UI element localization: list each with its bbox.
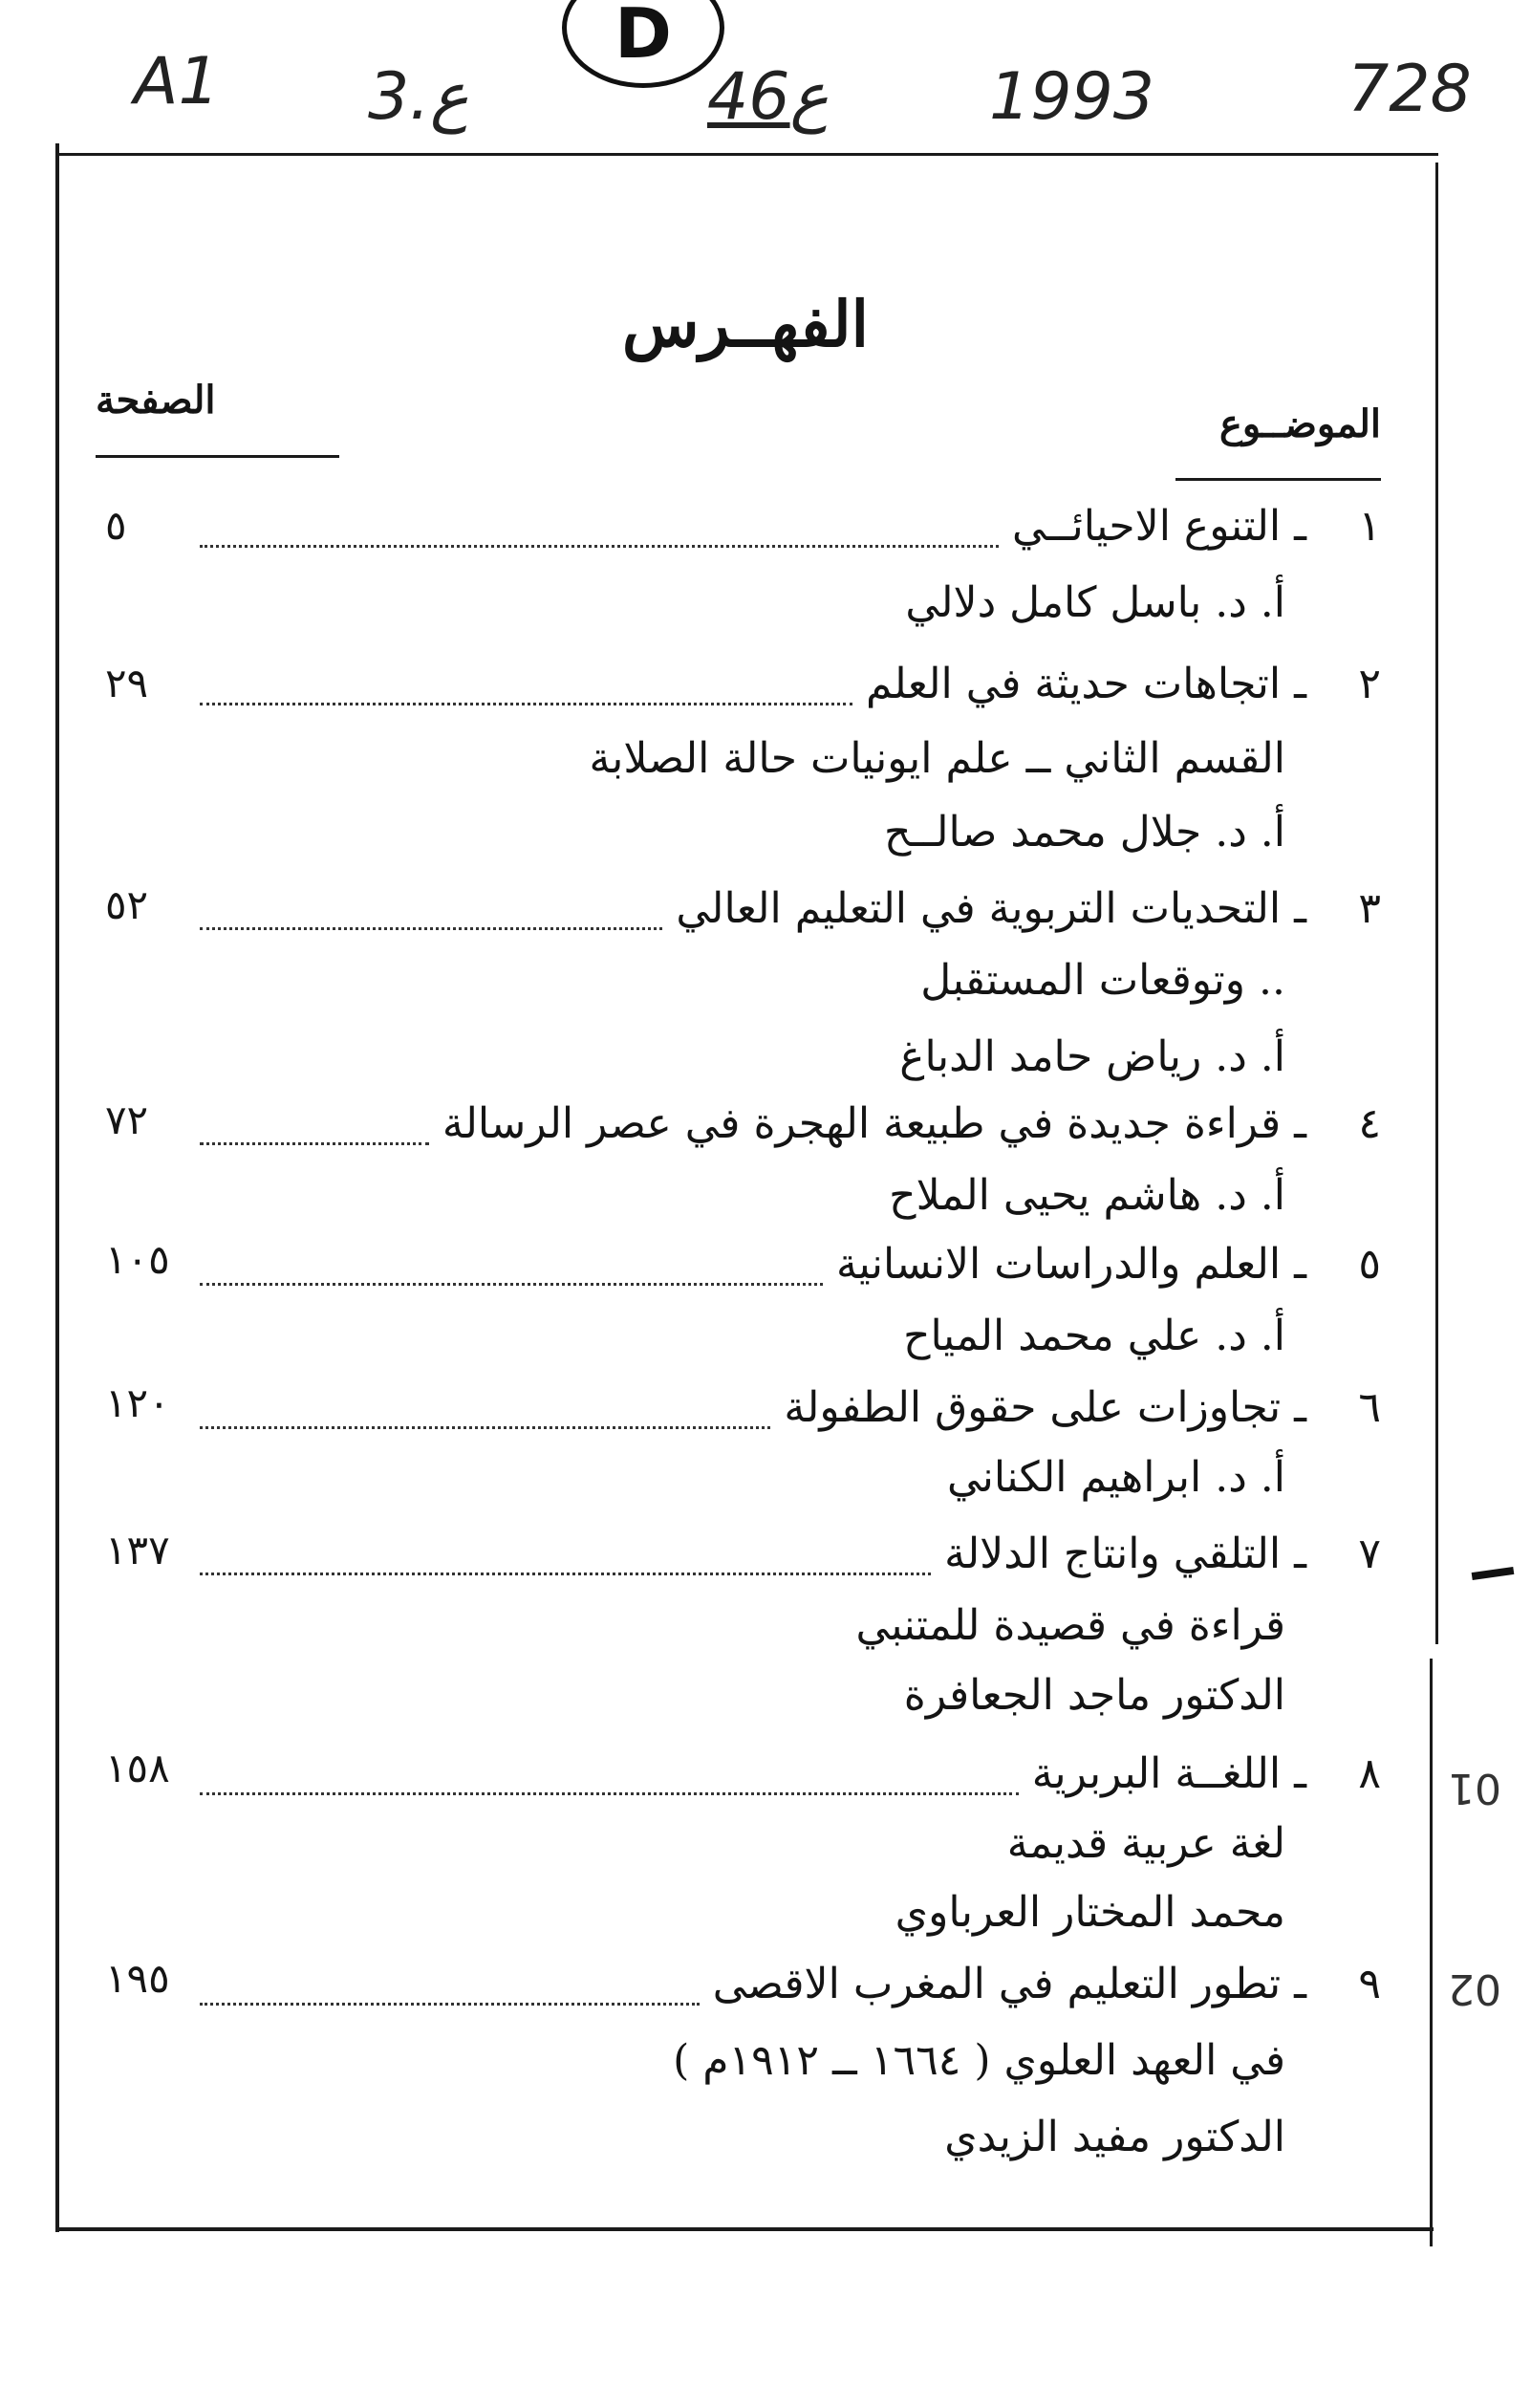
entry-author: أ. د. ابراهيم الكناني: [946, 1453, 1285, 1502]
entry-dash: ـ: [1294, 502, 1306, 551]
toc-entry-4: [186, 1099, 1381, 1161]
entry-number: ٢: [1358, 660, 1381, 708]
frame-left-border: [55, 143, 59, 2232]
entry-title: تطور التعليم في المغرب الاقصى: [712, 1960, 1282, 2008]
handwritten-volume: 3.ع: [368, 59, 469, 135]
dot-leader: [200, 1426, 770, 1429]
dot-leader: [200, 703, 852, 705]
entry-title: تجاوزات على حقوق الطفولة: [784, 1383, 1282, 1432]
toc-entry-8: [186, 1749, 1381, 1811]
entry-subtitle: .. وتوقعات المستقبل: [920, 956, 1285, 1005]
entry-dash: ـ: [1294, 1960, 1306, 2008]
toc-entry-6: [186, 1383, 1381, 1444]
dot-leader: [200, 1142, 429, 1145]
entry-author: الدكتور ماجد الجعافرة: [903, 1671, 1285, 1720]
entry-subtitle: في العهد العلوي ( ١٦٦٤ ــ ١٩١٢م ): [673, 2036, 1285, 2085]
handwritten-year: 1993: [989, 59, 1155, 135]
entry-number: ٩: [1358, 1960, 1381, 2008]
entry-number: ٦: [1358, 1383, 1381, 1432]
stamp-circle-d: [562, 0, 724, 88]
entry-number: ٨: [1358, 1749, 1381, 1798]
entry-author: أ. د. رياض حامد الدباغ: [899, 1032, 1285, 1081]
dot-leader: [200, 1792, 1019, 1795]
entry-author: محمد المختار العرباوي: [895, 1888, 1285, 1937]
entry-subtitle: لغة عربية قديمة: [1006, 1819, 1285, 1868]
entry-author: أ. د. جلال محمد صالــح: [883, 808, 1285, 857]
dot-leader: [200, 1573, 931, 1575]
toc-entry-2: [186, 660, 1381, 721]
stamp-letter: D: [615, 0, 672, 74]
entry-title: قراءة جديدة في طبيعة الهجرة في عصر الرسالة: [442, 1099, 1282, 1148]
column-header-topic: الموضــوع: [1218, 401, 1381, 446]
entry-page-number: ٧٢: [105, 1096, 149, 1143]
entry-number: ٤: [1358, 1099, 1381, 1148]
entry-author: أ. د. علي محمد المياح: [903, 1312, 1285, 1360]
frame-right-border: [1435, 163, 1438, 1644]
margin-dash-mark: [1472, 1567, 1515, 1580]
page-title: الفهــرس: [622, 287, 869, 361]
margin-mark-01: 01: [1448, 1764, 1501, 1812]
toc-entry-3: [186, 884, 1381, 945]
entry-dash: ـ: [1294, 1240, 1306, 1289]
entry-subtitle: القسم الثاني ــ علم ايونيات حالة الصلابة: [589, 734, 1285, 783]
entry-number: ١: [1358, 502, 1381, 551]
entry-page-number: ١٢٠: [105, 1379, 170, 1426]
margin-mark-02: 02: [1448, 1964, 1501, 2013]
frame-right-border-lower: [1430, 1659, 1433, 2246]
entry-page-number: ١٠٥: [105, 1236, 170, 1283]
entry-page-number: ١٥٨: [105, 1745, 170, 1791]
entry-dash: ـ: [1294, 1099, 1306, 1148]
entry-title: العلم والدراسات الانسانية: [835, 1240, 1282, 1289]
entry-title: التحديات التربوية في التعليم العالي: [676, 884, 1282, 933]
entry-author: أ. د. هاشم يحيى الملاح: [889, 1171, 1285, 1220]
entry-title: التلقي وانتاج الدلالة: [944, 1529, 1282, 1578]
entry-subtitle: قراءة في قصيدة للمتنبي: [855, 1601, 1285, 1650]
entry-number: ٣: [1358, 884, 1381, 933]
handwritten-issue: 46ع: [707, 59, 830, 135]
handwritten-code-a1: A1: [134, 44, 220, 119]
entry-dash: ـ: [1294, 1749, 1306, 1798]
toc-entry-1: [186, 502, 1381, 563]
toc-entry-5: [186, 1240, 1381, 1301]
toc-entry-7: [186, 1529, 1381, 1591]
column-header-topic-underline: [1175, 478, 1381, 481]
dot-leader: [200, 2003, 700, 2006]
entry-page-number: ١٩٥: [105, 1955, 170, 2002]
entry-title: اللغــة البربرية: [1031, 1749, 1282, 1798]
column-header-page-underline: [96, 455, 339, 458]
entry-page-number: ٥٢: [105, 881, 149, 928]
entry-number: ٧: [1358, 1529, 1381, 1578]
entry-author: أ. د. باسل كامل دلالي: [905, 578, 1285, 627]
column-header-page: الصفحة: [96, 378, 216, 423]
entry-page-number: ١٣٧: [105, 1527, 170, 1573]
entry-author: الدكتور مفيد الزيدي: [944, 2113, 1285, 2161]
entry-dash: ـ: [1294, 660, 1306, 708]
dot-leader: [200, 1283, 823, 1286]
toc-entry-9: [186, 1960, 1381, 2021]
entry-number: ٥: [1358, 1240, 1381, 1289]
entry-title: اتجاهات حديثة في العلم: [866, 660, 1282, 708]
handwritten-code-728: 728: [1348, 52, 1472, 127]
entry-page-number: ٥: [105, 502, 127, 549]
entry-page-number: ٢٩: [105, 660, 149, 706]
frame-top-border: [57, 153, 1438, 156]
entry-dash: ـ: [1294, 884, 1306, 933]
dot-leader: [200, 927, 662, 930]
entry-dash: ـ: [1294, 1529, 1306, 1578]
frame-bottom-border: [57, 2227, 1434, 2231]
entry-title: التنوع الاحيائــي: [1012, 502, 1282, 551]
entry-dash: ـ: [1294, 1383, 1306, 1432]
dot-leader: [200, 545, 999, 548]
